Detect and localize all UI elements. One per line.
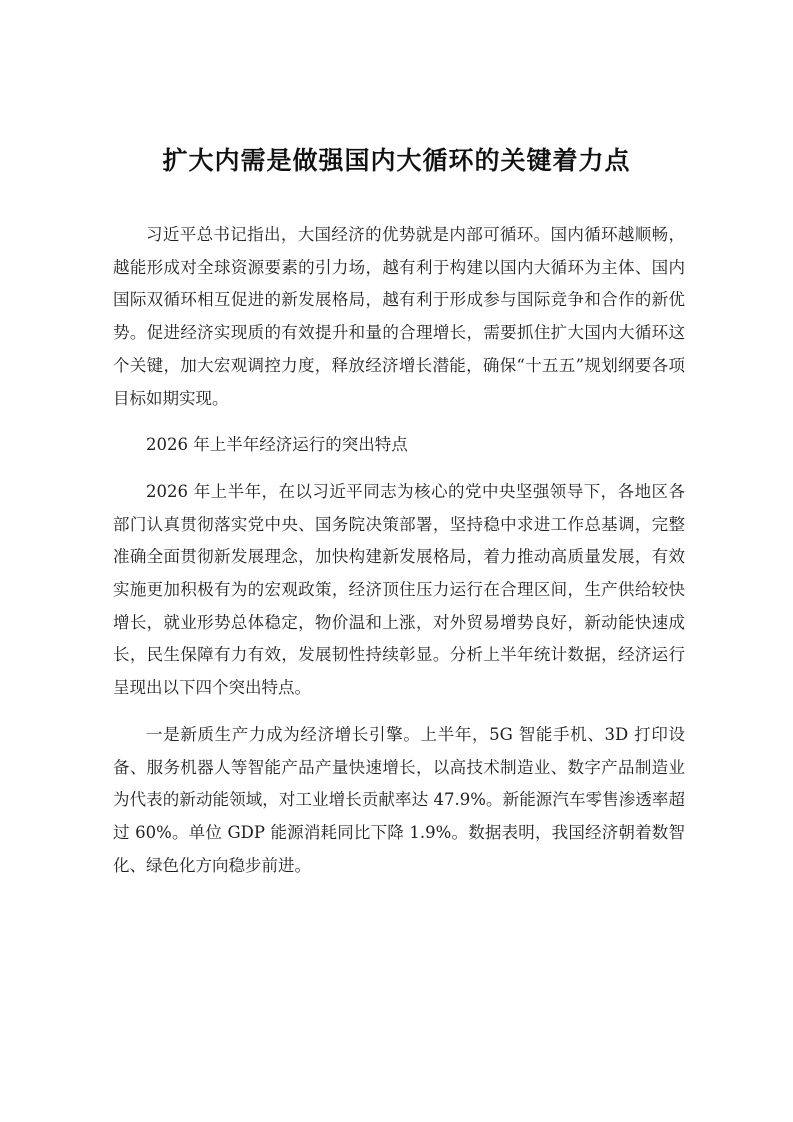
paragraph-overview: 2026 年上半年，在以习近平同志为核心的党中央坚强领导下，各地区各部门认真贯彻落实党中央、国务院决策部署，坚持稳中求进工作总基调，完整准确全面贯彻新发展理念，加快构建新发展格局，着力推动高质量发展，有效实施更加积极有为的宏观政策，经济顶住压力运行在合理区间，生产供给较快增长，就业形势总体稳定，物价温和上涨，对外贸易增势良好，新动能快速成长，民生保障有力有效，发展韧性持续彰显。分析上半年统计数据，经济运行呈现出以下四个突出特点。 [113, 481, 685, 698]
paragraph-point-one: 一是新质生产力成为经济增长引擎。上半年，5G 智能手机、3D 打印设备、服务机器人等智能产品产量快速增长，以高技术制造业、数字产品制造业为代表的新动能领域，对工业增长贡献率达 47.9%。新能源汽车零售渗透率超过 60%。单位 GDP 能源消耗同比下降 1.9%。数据表明，我国经济朝着数智化、绿色化方向稳步前进。 [113, 724, 685, 875]
paragraph-intro: 习近平总书记指出，大国经济的优势就是内部可循环。国内循环越顺畅，越能形成对全球资源要素的引力场，越有利于构建以国内大循环为主体、国内国际双循环相互促进的新发展格局，越有利于形成参与国际竞争和合作的新优势。促进经济实现质的有效提升和量的合理增长，需要抓住扩大国内大循环这个关键，加大宏观调控力度，释放经济增长潜能，确保“十五五”规划纲要各项目标如期实现。 [113, 225, 685, 408]
document-title: 扩大内需是做强国内大循环的关键着力点 [162, 146, 631, 175]
section-heading: 2026 年上半年经济运行的突出特点 [146, 435, 408, 455]
document-body [113, 219, 685, 882]
